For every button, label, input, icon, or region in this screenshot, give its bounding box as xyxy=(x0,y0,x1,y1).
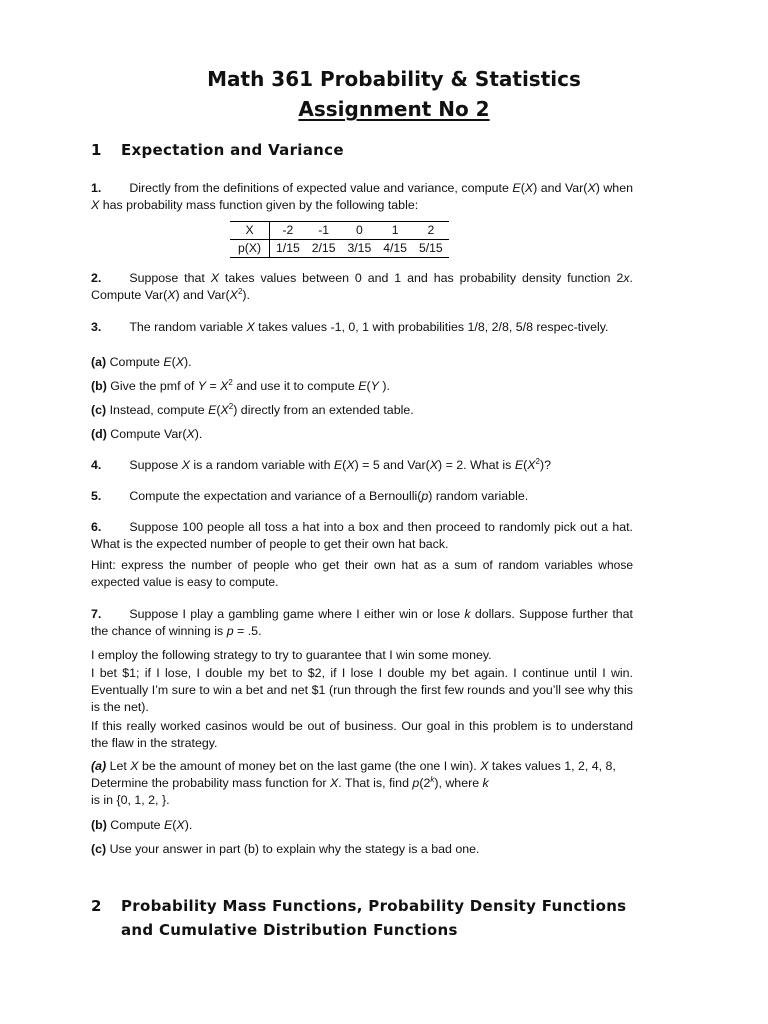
question-number: 5. xyxy=(91,489,102,503)
table-header-cell: p(X) xyxy=(230,240,270,258)
question-1: 1. Directly from the definitions of expected value and variance, compute E(X) and Var(X) when X has probability mass function given by the following table: xyxy=(91,181,633,212)
section-number: 1 xyxy=(91,141,102,159)
q1-text: Directly from the definitions of expected value and variance, compute xyxy=(129,181,513,195)
section-title: Expectation and Variance xyxy=(121,141,344,159)
table-cell: 3/15 xyxy=(342,240,378,258)
question-7-paragraph: I bet $1; if I lose, I double my bet to $2, if I lose I double my bet again. I continue until I win. Eventually I’m sure to win a bet and net $1 (run through the first few rounds and you’ll see why this is the net). xyxy=(91,666,633,714)
table-row xyxy=(230,240,449,258)
question-number: 1. xyxy=(91,181,102,195)
question-7-part-b: (b) Compute E(X). xyxy=(91,818,193,832)
table-cell: 2 xyxy=(413,222,449,240)
question-number: 7. xyxy=(91,607,102,621)
question-3-part-d: (d) Compute Var(X). xyxy=(91,427,203,441)
table-cell: -2 xyxy=(270,222,306,240)
document-title: Math 361 Probability & Statistics xyxy=(207,67,581,91)
question-3-part-b: (b) Give the pmf of $Y = X^2$ and use it to compute E(Y ). xyxy=(91,378,390,393)
question-4: 4. Suppose X is a random variable with E(X) = 5 and Var(X) = 2. What is $E(X^2)$? xyxy=(91,457,551,472)
section-1-heading xyxy=(91,141,344,159)
section-title: Probability Mass Functions, Probability Density Functions xyxy=(121,897,627,915)
question-7: 7. Suppose I play a gambling game where I either win or lose k dollars. Suppose further that the chance of winning is p = .5. xyxy=(91,607,633,638)
question-5: 5. Compute the expectation and variance of a Bernoulli(p) random variable. xyxy=(91,489,529,503)
question-6: 6. Suppose 100 people all toss a hat into a box and then proceed to randomly pick out a hat. What is the expected number of people to get their own hat back. xyxy=(91,520,633,551)
table-cell: 4/15 xyxy=(377,240,413,258)
question-3: 3. The random variable X takes values -1, 0, 1 with probabilities 1/8, 2/8, 5/8 respec-tively. xyxy=(91,320,609,334)
question-3-part-c: (c) Instead, compute $E(X^2)$ directly from an extended table. xyxy=(91,402,414,417)
question-7-part-a: (a) Let X be the amount of money bet on the last game (the one I win). X takes values 1, 2, 4, 8, Determine the probability mass function for X. That is, find p(2$^k$), where k is in {0, 1, 2, }. xyxy=(91,759,616,807)
table-cell: 2/15 xyxy=(306,240,342,258)
table-cell: -1 xyxy=(306,222,342,240)
table-cell: 0 xyxy=(342,222,378,240)
question-3-part-a: (a) Compute E(X). xyxy=(91,355,192,369)
section-2-heading xyxy=(91,894,626,942)
question-7-paragraph: If this really worked casinos would be out of business. Our goal in this problem is to understand the flaw in the strategy. xyxy=(91,719,633,750)
table-cell: 1/15 xyxy=(270,240,306,258)
table-cell: 1 xyxy=(377,222,413,240)
document-subtitle: Assignment No 2 xyxy=(298,97,490,121)
question-number: 3. xyxy=(91,320,102,334)
section-title: and Cumulative Distribution Functions xyxy=(121,921,458,939)
question-number: 2. xyxy=(91,271,102,285)
question-number: 6. xyxy=(91,520,102,534)
table-row xyxy=(230,222,449,240)
section-number: 2 xyxy=(91,897,102,915)
pmf-table xyxy=(230,221,449,258)
question-7-paragraph: I employ the following strategy to try to guarantee that I win some money. xyxy=(91,648,492,662)
table-cell: 5/15 xyxy=(413,240,449,258)
question-2: 2. Suppose that X takes values between 0 and 1 and has probability density function 2x. Compute Var(X) and $Var(X^2)$. xyxy=(91,271,633,302)
table-header-cell: X xyxy=(230,222,270,240)
question-7-part-c: (c) Use your answer in part (b) to explain why the stategy is a bad one. xyxy=(91,842,480,856)
question-6-hint: Hint: express the number of people who get their own hat as a sum of random variables whose expected value is easy to compute. xyxy=(91,558,633,589)
question-number: 4. xyxy=(91,458,102,472)
